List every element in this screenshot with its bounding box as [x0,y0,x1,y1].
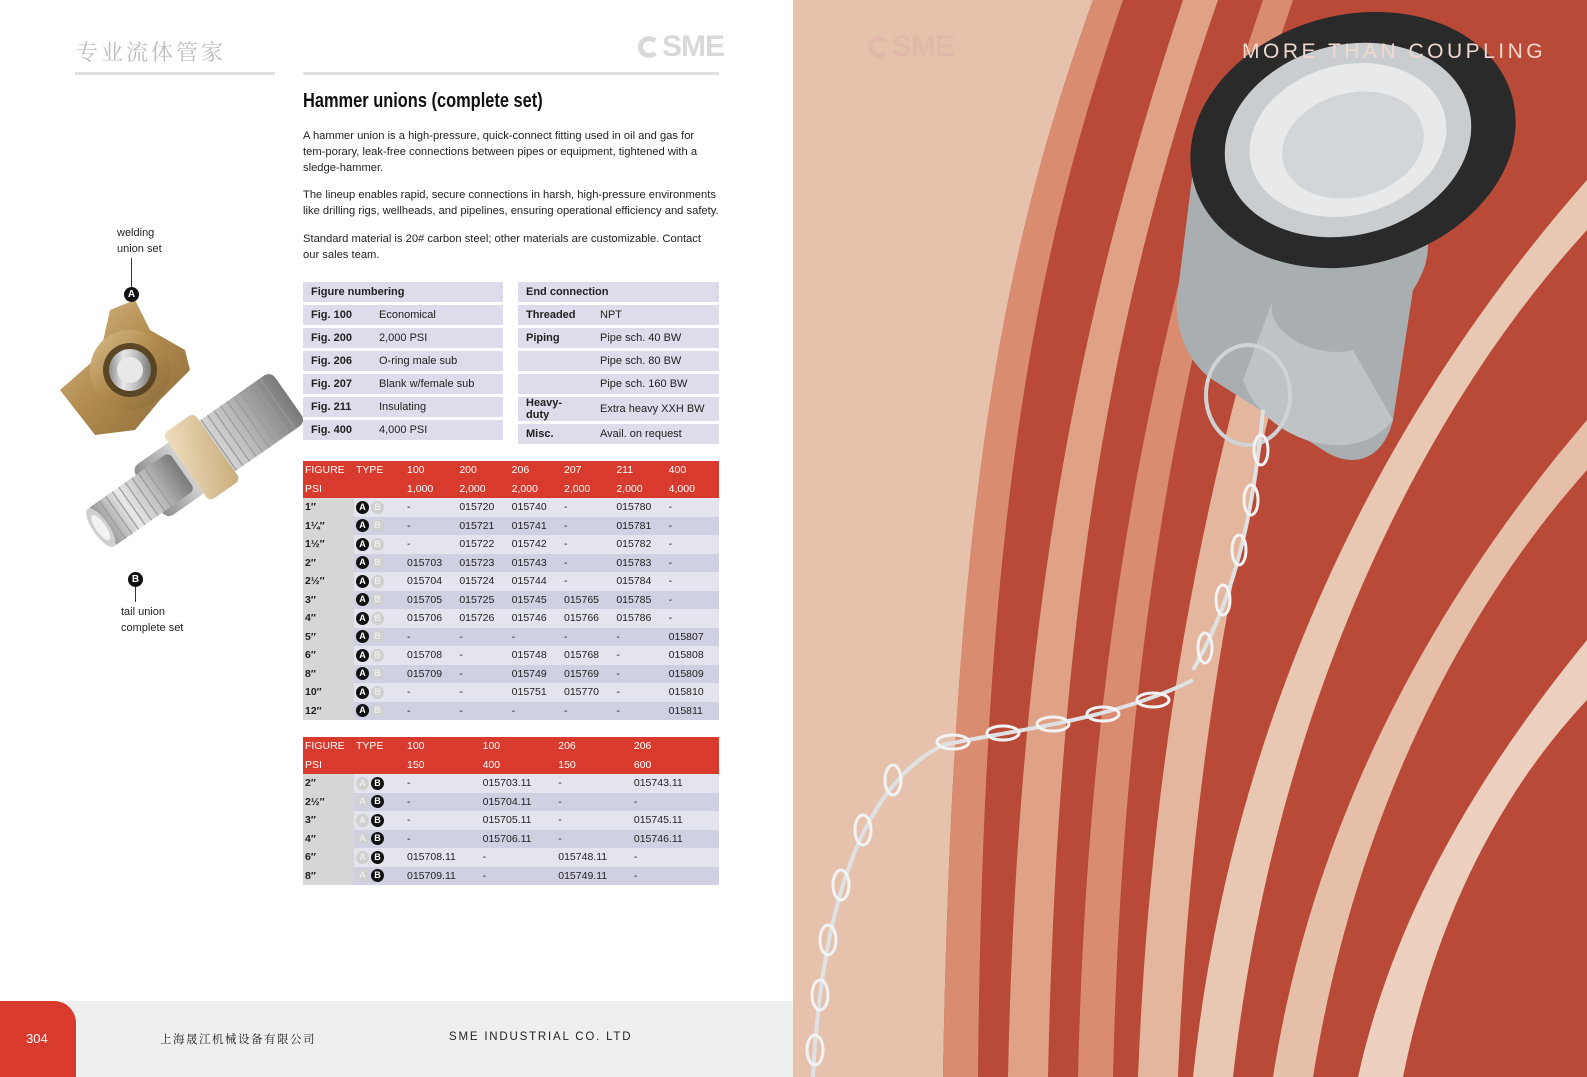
right-page [793,0,1587,1077]
footer-company-en: SME INDUSTRIAL CO. LTD [449,1031,633,1043]
welding-union-part-cell: 015744 [510,572,562,591]
tail-union-row [303,793,719,812]
figure-numbering-table [303,279,503,443]
end-connection-key: Piping [518,328,592,348]
figure-numbering-value: Economical [371,305,503,325]
tail-union-size-cell: 2″ [303,774,354,793]
tail-union-part-cell: 015704.11 [481,793,557,812]
sme-logo-right: SME [868,30,954,64]
welding-union-part-cell: - [457,683,509,702]
callout-b-line-2: complete set [121,622,184,634]
welding-union-header-row [303,461,719,480]
welding-union-header-cell: 2,000 [457,480,509,499]
welding-union-size-cell: 4″ [303,609,354,628]
callout-a-leader [131,258,132,288]
welding-union-part-cell: - [510,702,562,721]
welding-union-part-cell: - [562,702,614,721]
welding-union-size-cell: 6″ [303,646,354,665]
type-a-badge: A [356,686,369,699]
welding-union-part-cell: 015721 [457,517,509,536]
welding-union-part-cell: - [457,646,509,665]
welding-union-part-cell: - [562,498,614,517]
callout-b-line-1: tail union [121,606,166,618]
tail-union-part-cell [713,793,719,812]
welding-union-size-cell: 1½″ [303,535,354,554]
type-a-badge: A [356,832,369,845]
welding-union-part-cell: - [510,628,562,647]
welding-union-part-cell: 015765 [562,591,614,610]
tagline: MORE THAN COUPLING [1242,40,1547,63]
type-a-badge: A [356,519,369,532]
tail-union-part-cell: - [481,867,557,886]
welding-union-part-cell: - [562,517,614,536]
welding-union-header-cell: 400 [667,461,719,480]
page-number: 304 [0,1001,76,1077]
welding-union-type-cell [354,498,405,517]
end-connection-key: Heavy-duty [518,397,592,421]
tail-union-row [303,848,719,867]
tail-union-header-cell: 206 [632,737,708,756]
end-connection-header: End connection [518,282,719,302]
page-title: Hammer unions (complete set) [303,90,543,112]
welding-union-part-cell: - [614,646,666,665]
end-connection-row [518,424,719,444]
figure-numbering-key: Fig. 200 [303,328,371,348]
welding-union-part-cell: - [667,591,719,610]
figure-numbering-header: Figure numbering [303,282,503,302]
welding-union-row [303,683,719,702]
type-a-badge: A [356,814,369,827]
welding-union-part-cell: 015746 [510,609,562,628]
welding-union-size-cell: 3″ [303,591,354,610]
welding-union-part-cell: - [562,554,614,573]
end-connection-row [518,374,719,394]
tail-union-part-cell: - [405,793,481,812]
welding-union-row [303,498,719,517]
welding-union-size-cell: 12″ [303,702,354,721]
header-rule-left [75,72,275,75]
welding-union-part-cell: - [457,702,509,721]
welding-union-part-cell: 015743 [510,554,562,573]
welding-union-row [303,535,719,554]
tail-union-part-cell: - [632,867,708,886]
welding-union-header-cell: 100 [405,461,457,480]
end-connection-value: NPT [592,305,719,325]
welding-union-header-cell: 4,000 [667,480,719,499]
welding-union-part-cell: - [667,609,719,628]
type-b-badge: B [371,593,384,606]
end-connection-row [518,305,719,325]
type-a-badge: A [356,630,369,643]
tail-union-part-cell: - [405,774,481,793]
welding-union-header-cell: 200 [457,461,509,480]
type-a-badge: A [356,593,369,606]
decorative-swoosh-background [793,0,1587,1077]
welding-union-size-cell: 2″ [303,554,354,573]
tail-union-part-cell: - [405,811,481,830]
welding-union-type-cell [354,554,405,573]
header-cn-tag: 专业流体管家 [76,41,227,66]
welding-union-part-cell: - [667,572,719,591]
tail-union-header-cell [713,737,719,756]
tail-union-header-row [303,737,719,756]
type-b-badge: B [371,556,384,569]
welding-union-part-cell: 015742 [510,535,562,554]
tail-union-type-cell [354,793,405,812]
end-connection-row [518,351,719,371]
welding-union-header-cell: 207 [562,461,614,480]
welding-union-row [303,665,719,684]
welding-union-row [303,628,719,647]
type-b-badge: B [371,519,384,532]
welding-union-part-cell: 015751 [510,683,562,702]
end-connection-key [518,351,592,371]
welding-union-part-cell: 015720 [457,498,509,517]
pin-b-badge: B [128,572,143,587]
welding-union-header-cell: 2,000 [614,480,666,499]
welding-union-part-cell: 015745 [510,591,562,610]
welding-union-row [303,646,719,665]
welding-union-part-cell: 015724 [457,572,509,591]
type-b-badge: B [371,575,384,588]
callout-a-line-1: welding [117,227,155,239]
tail-union-header-cell: 400 [481,756,557,775]
tail-union-row [303,830,719,849]
welding-union-part-cell: 015782 [614,535,666,554]
tail-union-part-cell: 015708.11 [405,848,481,867]
welding-union-type-cell [354,702,405,721]
callout-b-leader [135,586,136,602]
type-a-badge: A [356,649,369,662]
welding-union-table [303,461,719,720]
welding-union-header-cell: 2,000 [510,480,562,499]
welding-union-size-cell: 1″ [303,498,354,517]
end-connection-key: Misc. [518,424,592,444]
tail-union-part-cell: 015706.11 [481,830,557,849]
description-paragraph-2: The lineup enables rapid, secure connections in harsh, high-pressure environments like drilling rigs, wellheads, and pipelines, ensuring operational efficiency and safety. [303,189,719,217]
welding-union-part-cell: - [614,628,666,647]
welding-union-part-cell: - [405,683,457,702]
welding-union-header-cell: 1,000 [405,480,457,499]
welding-union-header-cell: 211 [614,461,666,480]
footer-company-cn: 上海晟江机械设备有限公司 [160,1032,316,1046]
type-b-badge: B [371,538,384,551]
welding-union-header-row [303,480,719,499]
end-connection-value: Pipe sch. 80 BW [592,351,719,371]
end-connection-value: Extra heavy XXH BW [592,397,719,421]
welding-union-part-cell: - [614,665,666,684]
tail-union-header-cell [713,756,719,775]
tail-union-part-cell: 015743.11 [632,774,708,793]
welding-union-part-cell: 015807 [667,628,719,647]
welding-union-type-cell [354,683,405,702]
tail-union-part-cell: - [556,830,632,849]
figure-numbering-row [303,305,503,325]
tail-union-type-cell [354,830,405,849]
welding-union-part-cell: 015783 [614,554,666,573]
welding-union-part-cell: 015808 [667,646,719,665]
tail-union-type-cell [354,867,405,886]
welding-union-row [303,591,719,610]
tail-union-part-cell: - [405,830,481,849]
type-a-badge: A [356,575,369,588]
type-a-badge: A [356,704,369,717]
welding-union-part-cell: 015780 [614,498,666,517]
welding-union-part-cell: - [405,702,457,721]
figure-numbering-value: 4,000 PSI [371,420,503,440]
welding-union-part-cell: 015809 [667,665,719,684]
welding-union-part-cell: - [614,702,666,721]
welding-union-header-cell [354,480,405,499]
figure-numbering-value: Insulating [371,397,503,417]
tail-union-type-cell [354,774,405,793]
welding-union-part-cell: - [614,683,666,702]
logo-mark-icon [638,36,660,58]
tail-union-type-cell [354,811,405,830]
type-b-badge: B [371,869,384,882]
tail-union-part-cell: 015748.11 [556,848,632,867]
tail-union-header-cell: 100 [405,737,481,756]
figure-numbering-row [303,328,503,348]
tail-union-size-cell: 6″ [303,848,354,867]
type-b-badge: B [371,501,384,514]
welding-union-part-cell: - [405,517,457,536]
welding-union-part-cell: 015811 [667,702,719,721]
end-connection-table [518,279,719,447]
welding-union-part-cell: 015785 [614,591,666,610]
tail-union-part-cell [713,867,719,886]
figure-numbering-key: Fig. 206 [303,351,371,371]
welding-union-part-cell: - [562,535,614,554]
welding-union-header-cell: 2,000 [562,480,614,499]
figure-numbering-row [303,351,503,371]
type-a-badge: A [356,501,369,514]
type-b-badge: B [371,612,384,625]
welding-union-type-cell [354,517,405,536]
type-b-badge: B [371,832,384,845]
tail-union-part-cell [713,811,719,830]
type-b-badge: B [371,667,384,680]
tail-union-size-cell: 2½″ [303,793,354,812]
tail-union-header-cell: TYPE [354,737,405,756]
type-b-badge: B [371,686,384,699]
type-b-badge: B [371,704,384,717]
welding-union-part-cell: 015749 [510,665,562,684]
welding-union-header-cell: FIGURE [303,461,354,480]
welding-union-part-cell: - [667,517,719,536]
tail-union-part-cell: - [556,774,632,793]
callout-welding-union [117,225,162,257]
type-a-badge: A [356,777,369,790]
welding-union-part-cell: - [562,628,614,647]
welding-union-type-cell [354,591,405,610]
welding-union-part-cell: 015769 [562,665,614,684]
welding-union-part-cell: - [562,572,614,591]
logo-mark-icon [868,36,890,58]
welding-union-part-cell: 015781 [614,517,666,536]
figure-numbering-key: Fig. 211 [303,397,371,417]
tail-union-header-cell: 600 [632,756,708,775]
welding-union-part-cell: - [667,498,719,517]
figure-numbering-row [303,397,503,417]
end-connection-value: Pipe sch. 40 BW [592,328,719,348]
welding-union-part-cell: 015786 [614,609,666,628]
tail-union-row [303,867,719,886]
welding-union-type-cell [354,665,405,684]
welding-union-part-cell: - [405,628,457,647]
tail-union-part-cell [713,848,719,867]
type-a-badge: A [356,869,369,882]
end-connection-key: Threaded [518,305,592,325]
type-a-badge: A [356,612,369,625]
welding-union-part-cell: - [405,498,457,517]
welding-union-part-cell: 015708 [405,646,457,665]
tail-union-header-cell: 150 [556,756,632,775]
welding-union-part-cell: - [667,554,719,573]
tail-union-part-cell: - [556,793,632,812]
welding-union-part-cell: 015723 [457,554,509,573]
welding-union-part-cell: 015706 [405,609,457,628]
type-a-badge: A [356,851,369,864]
welding-union-part-cell: 015704 [405,572,457,591]
callout-tail-union [121,604,183,636]
tail-union-header-row [303,756,719,775]
tail-union-size-cell: 8″ [303,867,354,886]
welding-union-part-cell: 015705 [405,591,457,610]
welding-union-part-cell: - [405,535,457,554]
welding-union-type-cell [354,609,405,628]
welding-union-part-cell: 015741 [510,517,562,536]
welding-union-type-cell [354,535,405,554]
end-connection-row [518,397,719,421]
tail-union-part-cell: 015749.11 [556,867,632,886]
tail-union-part-cell [713,830,719,849]
welding-union-part-cell: 015703 [405,554,457,573]
welding-union-type-cell [354,572,405,591]
end-connection-key [518,374,592,394]
welding-union-row [303,609,719,628]
welding-union-header-cell: 206 [510,461,562,480]
figure-numbering-value: Blank w/female sub [371,374,503,394]
welding-union-part-cell: - [457,665,509,684]
welding-union-part-cell: 015709 [405,665,457,684]
figure-numbering-key: Fig. 100 [303,305,371,325]
figure-numbering-row [303,374,503,394]
type-b-badge: B [371,649,384,662]
welding-union-part-cell: 015725 [457,591,509,610]
type-b-badge: B [371,777,384,790]
welding-union-size-cell: 5″ [303,628,354,647]
welding-union-size-cell: 1¼″ [303,517,354,536]
tail-union-part-cell: 015709.11 [405,867,481,886]
welding-union-row [303,702,719,721]
type-a-badge: A [356,538,369,551]
tail-union-header-cell: 150 [405,756,481,775]
figure-numbering-row [303,420,503,440]
type-b-badge: B [371,795,384,808]
tail-union-size-cell: 3″ [303,811,354,830]
tail-union-row [303,774,719,793]
header-rule-right [303,72,719,75]
description-paragraph-3: Standard material is 20# carbon steel; other materials are customizable. Contact our sales team. [303,233,701,261]
welding-union-part-cell: 015726 [457,609,509,628]
description-paragraph-1: A hammer union is a high-pressure, quick-connect fitting used in oil and gas for tem-porary, leak-free connections between pipes or equipment, tightened with a sledge-hammer. [303,130,698,174]
tail-union-part-cell: 015746.11 [632,830,708,849]
tail-union-header-cell [354,756,405,775]
welding-union-type-cell [354,646,405,665]
hammer-union-image [40,270,320,580]
welding-union-part-cell: 015768 [562,646,614,665]
welding-union-part-cell: 015784 [614,572,666,591]
welding-union-part-cell: - [667,535,719,554]
welding-union-type-cell [354,628,405,647]
welding-union-part-cell: 015810 [667,683,719,702]
welding-union-size-cell: 2½″ [303,572,354,591]
tail-union-header-cell: 100 [481,737,557,756]
welding-union-size-cell: 10″ [303,683,354,702]
tail-union-part-cell [713,774,719,793]
footer-bar [0,1001,793,1077]
end-connection-value: Avail. on request [592,424,719,444]
type-a-badge: A [356,556,369,569]
end-connection-row [518,328,719,348]
welding-union-part-cell: 015740 [510,498,562,517]
tail-union-part-cell: 015703.11 [481,774,557,793]
welding-union-row [303,572,719,591]
figure-numbering-value: 2,000 PSI [371,328,503,348]
pin-a-badge: A [124,287,139,302]
figure-numbering-key: Fig. 400 [303,420,371,440]
tail-union-part-cell: 015745.11 [632,811,708,830]
tail-union-part-cell: 015705.11 [481,811,557,830]
welding-union-row [303,517,719,536]
welding-union-row [303,554,719,573]
tail-union-part-cell: - [556,811,632,830]
left-page [0,0,793,1077]
welding-union-part-cell: 015722 [457,535,509,554]
type-a-badge: A [356,795,369,808]
type-b-badge: B [371,630,384,643]
tail-union-header-cell: 206 [556,737,632,756]
figure-numbering-value: O-ring male sub [371,351,503,371]
sme-logo: SME [638,30,724,64]
tail-union-size-cell: 4″ [303,830,354,849]
callout-a-line-2: union set [117,243,162,255]
welding-union-part-cell: 015748 [510,646,562,665]
tail-union-part-cell: - [632,848,708,867]
welding-union-header-cell: TYPE [354,461,405,480]
welding-union-part-cell: 015766 [562,609,614,628]
tail-union-type-cell [354,848,405,867]
type-a-badge: A [356,667,369,680]
welding-union-header-cell: PSI [303,480,354,499]
tail-union-table [303,737,719,885]
type-b-badge: B [371,814,384,827]
tail-union-header-cell: FIGURE [303,737,354,756]
tail-union-header-cell: PSI [303,756,354,775]
tail-union-row [303,811,719,830]
welding-union-size-cell: 8″ [303,665,354,684]
welding-union-part-cell: 015770 [562,683,614,702]
end-connection-value: Pipe sch. 160 BW [592,374,719,394]
tail-union-part-cell: - [632,793,708,812]
welding-union-part-cell: - [457,628,509,647]
figure-numbering-key: Fig. 207 [303,374,371,394]
tail-union-part-cell: - [481,848,557,867]
type-b-badge: B [371,851,384,864]
